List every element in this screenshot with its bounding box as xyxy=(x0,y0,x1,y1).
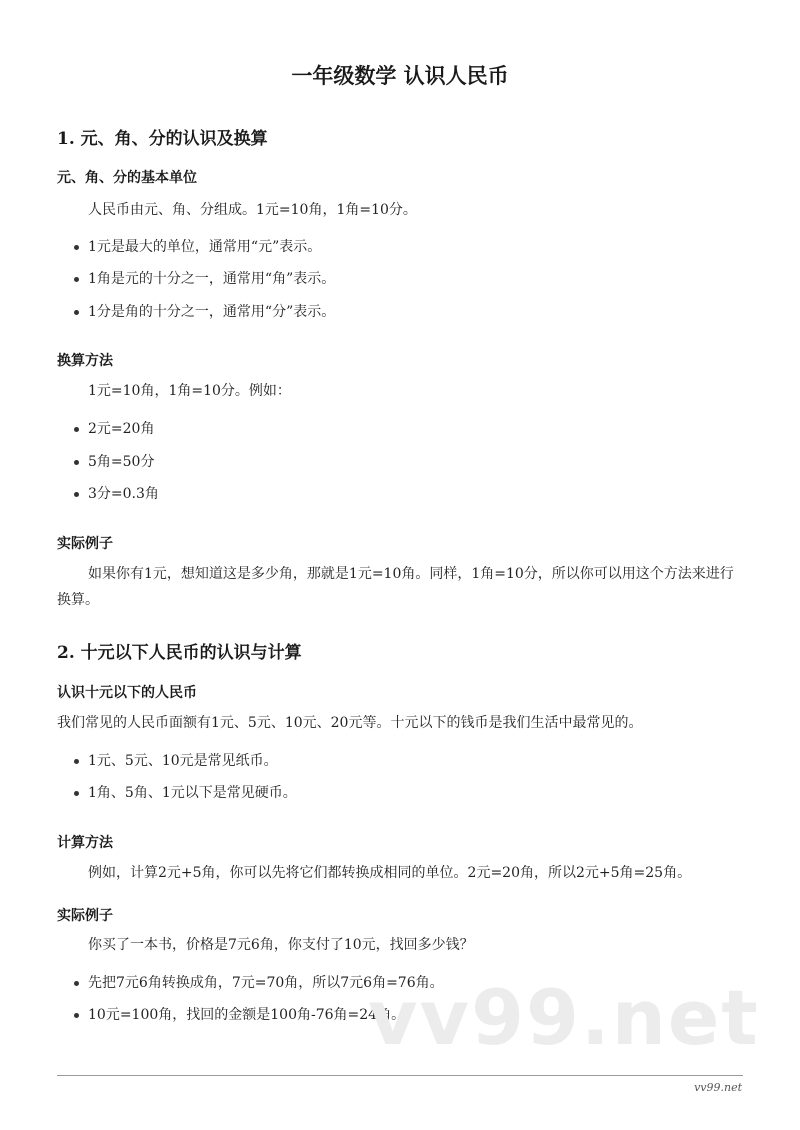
example-1-heading: 实际例子 xyxy=(57,536,113,552)
bullet-dot xyxy=(74,759,79,764)
bullet-dot xyxy=(74,310,79,315)
bullet-dot xyxy=(74,492,79,497)
example-2-heading: 实际例子 xyxy=(57,908,113,924)
basic-units-intro: 人民币由元、角、分组成。1元=10角，1角=10分。 xyxy=(88,202,417,218)
bullet-dot xyxy=(74,427,79,432)
section-2-heading: 2. 十元以下人民币的认识与计算 xyxy=(57,643,302,663)
bullet-dot xyxy=(74,277,79,282)
list-item: 10元=100角，找回的金额是100角-76角=24角。 xyxy=(74,1005,405,1025)
list-item: 3分=0.3角 xyxy=(74,484,159,504)
recognize-heading: 认识十元以下的人民币 xyxy=(57,685,197,701)
footer-divider xyxy=(57,1075,743,1076)
bullet-dot xyxy=(74,1013,79,1018)
example-1-text: 如果你有1元，想知道这是多少角，那就是1元=10角。同样，1角=10分，所以你可以用这个方法来进行换算。 xyxy=(57,566,734,608)
list-item: 1角是元的十分之一，通常用“角”表示。 xyxy=(74,269,335,289)
section-1-heading: 1. 元、角、分的认识及换算 xyxy=(57,129,268,149)
list-item: 1元是最大的单位，通常用“元”表示。 xyxy=(74,237,321,257)
page-title: 一年级数学 认识人民币 xyxy=(291,63,509,88)
bullet-dot xyxy=(74,460,79,465)
list-item: 先把7元6角转换成角，7元=70角，所以7元6角=76角。 xyxy=(74,973,444,993)
basic-units-heading: 元、角、分的基本单位 xyxy=(57,170,197,186)
list-item: 1角、5角、1元以下是常见硬币。 xyxy=(74,783,297,803)
recognize-intro: 我们常见的人民币面额有1元、5元、10元、20元等。十元以下的钱币是我们生活中最常见的。 xyxy=(57,715,643,731)
list-item: 1分是角的十分之一，通常用“分”表示。 xyxy=(74,302,335,322)
calc-method-heading: 计算方法 xyxy=(57,835,113,851)
conversion-method-heading: 换算方法 xyxy=(57,353,113,369)
bullet-dot xyxy=(74,981,79,986)
list-item: 5角=50分 xyxy=(74,452,154,472)
bullet-dot xyxy=(74,245,79,250)
watermark: vv99.net xyxy=(368,973,760,1062)
calc-method-text: 例如，计算2元+5角，你可以先将它们都转换成相同的单位。2元=20角，所以2元+5角=25角。 xyxy=(88,865,692,881)
conversion-method-intro: 1元=10角，1角=10分。例如： xyxy=(88,383,291,399)
list-item: 1元、5元、10元是常见纸币。 xyxy=(74,751,278,771)
example-2-intro: 你买了一本书，价格是7元6角，你支付了10元，找回多少钱？ xyxy=(88,937,474,953)
list-item: 2元=20角 xyxy=(74,419,154,439)
footer-site: vv99.net xyxy=(694,1081,742,1094)
bullet-dot xyxy=(74,791,79,796)
